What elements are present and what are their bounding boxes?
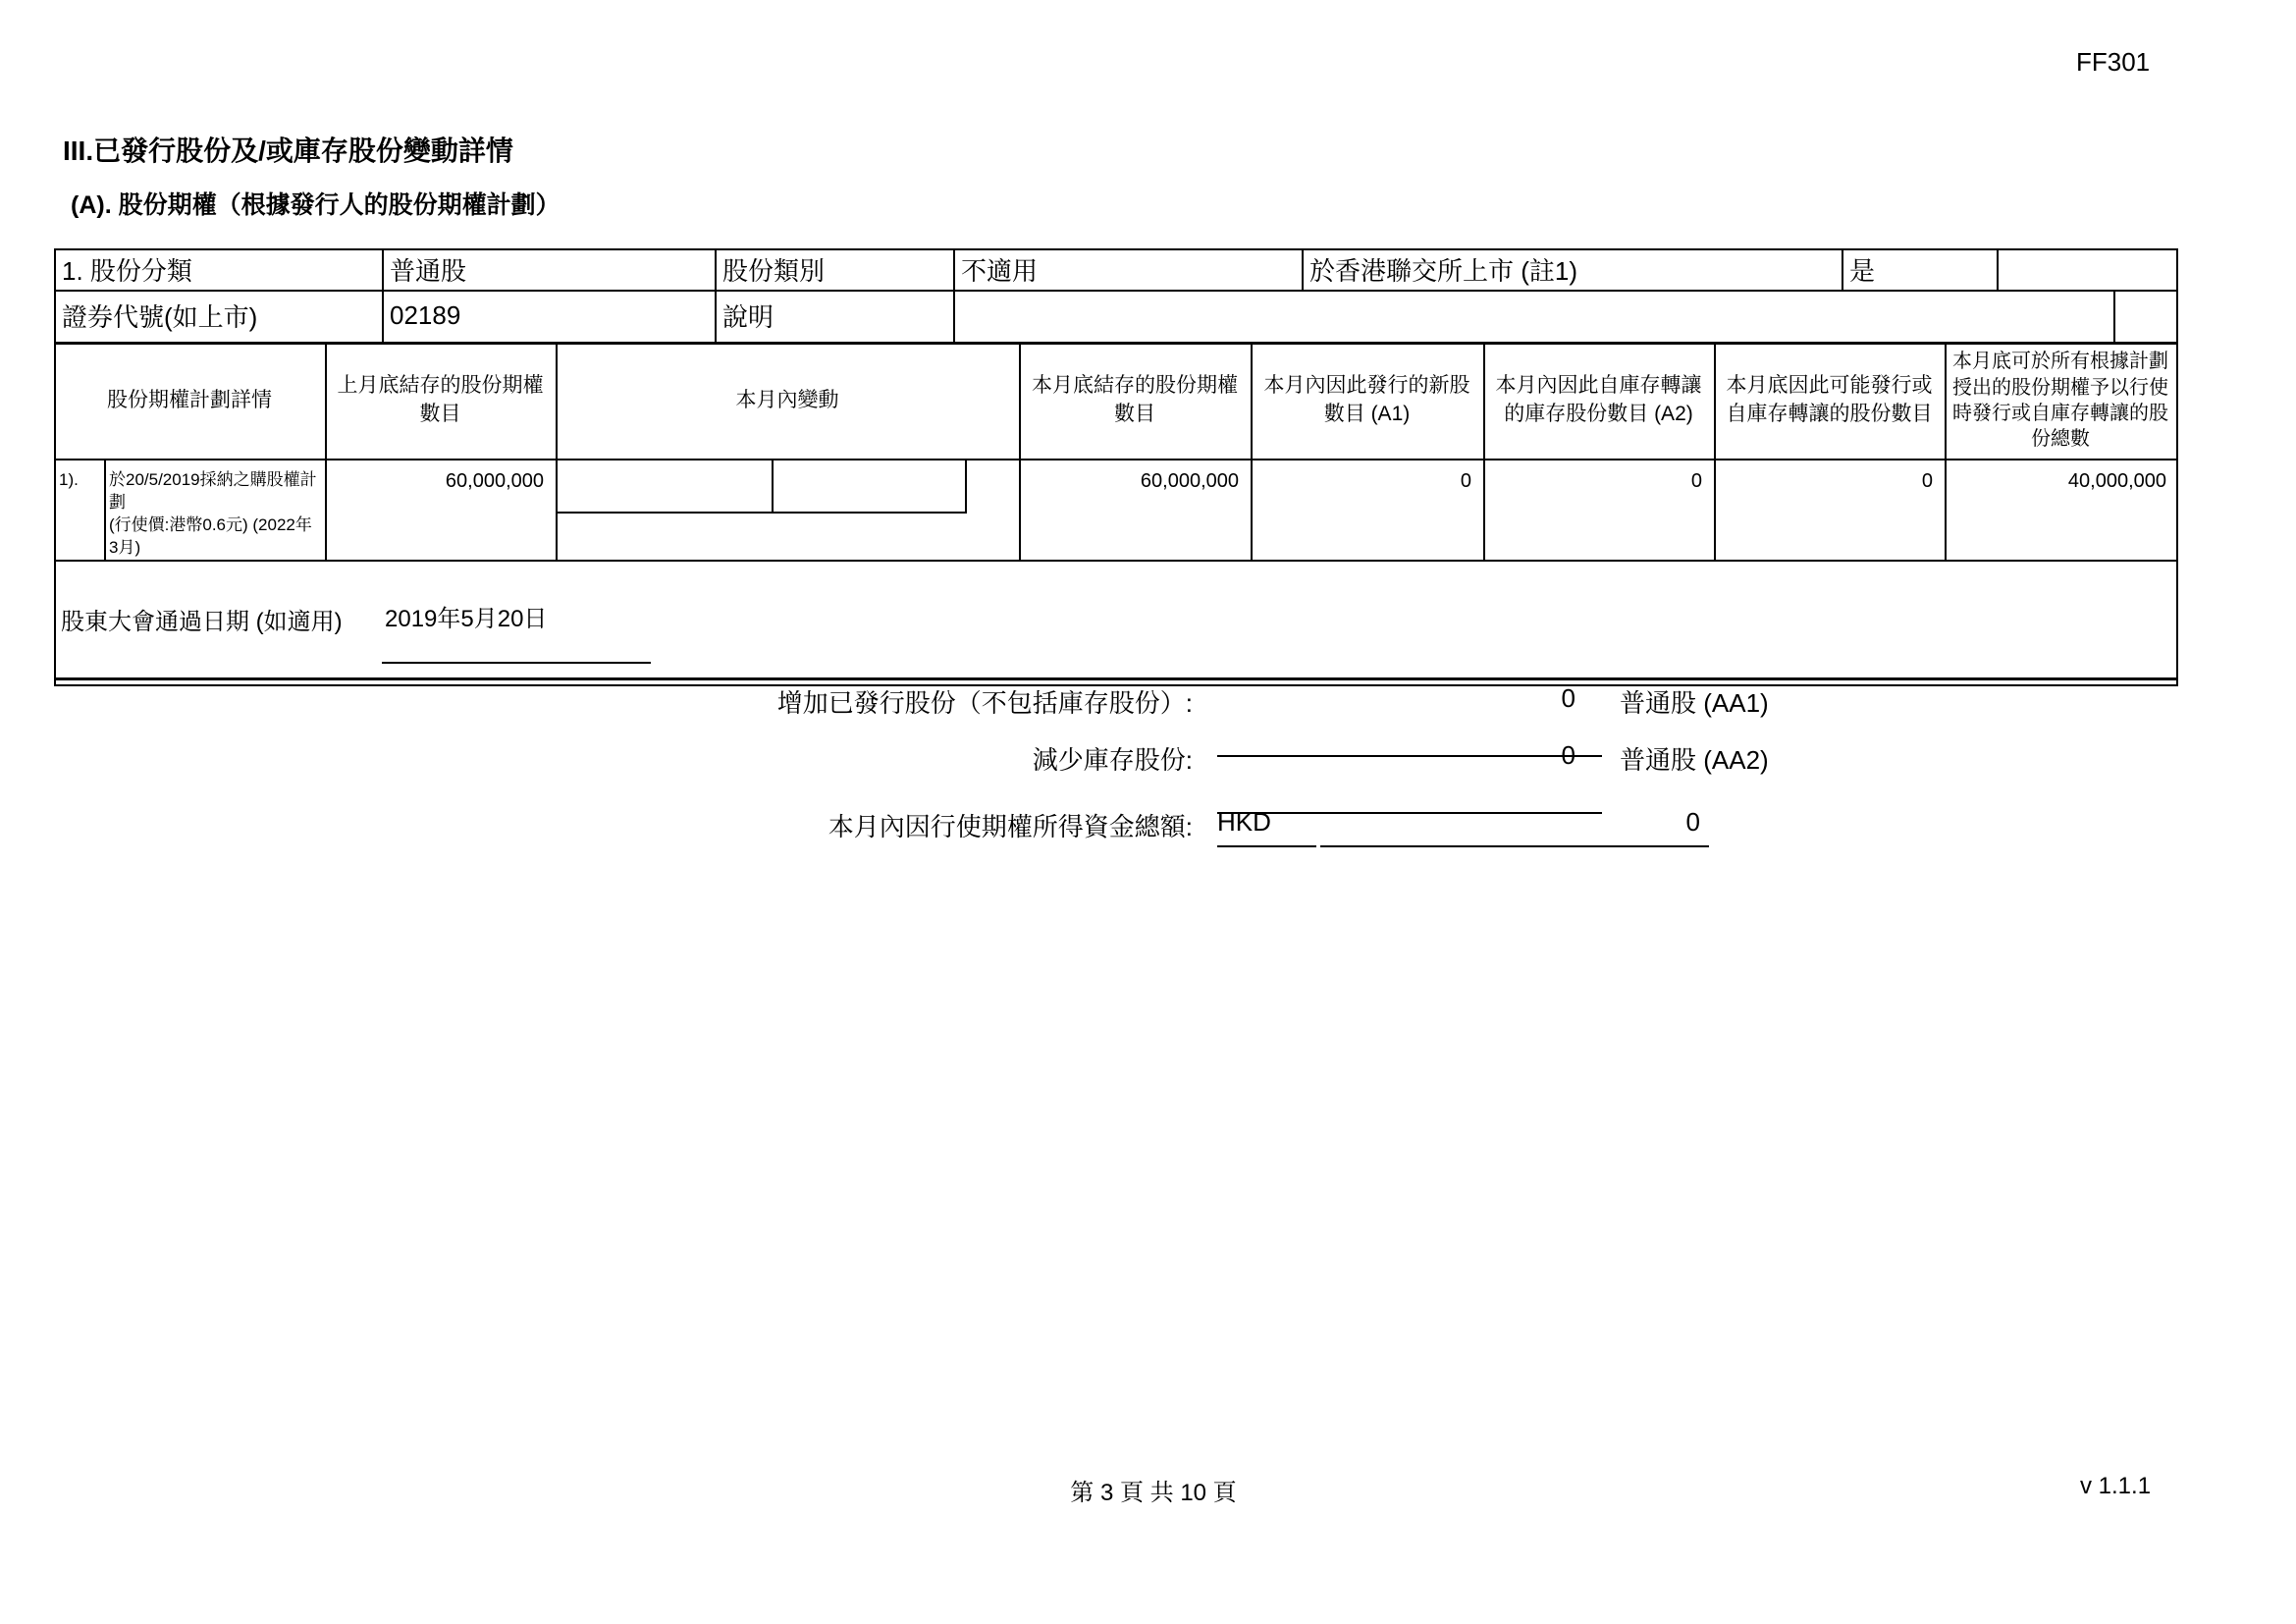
table-border	[1019, 342, 1021, 560]
table-bottom-border-outer	[54, 677, 2178, 680]
agm-date-underline	[382, 662, 651, 664]
version-number: v 1.1.1	[2080, 1473, 2152, 1499]
table-border	[54, 459, 2178, 460]
table-border	[1483, 342, 1485, 560]
total-on-exercise-value: 40,000,000	[2067, 470, 2166, 492]
possible-issue-value: 0	[1921, 470, 1933, 492]
agm-approval-date: 2019年5月20日	[385, 606, 548, 632]
proceeds-label: 本月內因行使期權所得資金總額:	[828, 812, 1193, 841]
table-border	[54, 290, 2178, 292]
proceeds-currency-underline	[1217, 845, 1316, 847]
description-value	[953, 290, 2113, 342]
table-border	[1945, 342, 1947, 560]
movement-box-right-border	[965, 459, 967, 514]
proceeds-currency: HKD	[1217, 807, 1271, 837]
movement-box-bottom-border	[556, 512, 967, 514]
month-end-balance-value: 60,000,000	[1140, 470, 1239, 492]
table-border	[325, 342, 327, 560]
share-type-value: 不適用	[961, 255, 1039, 286]
decrease-treasury-unit: 普通股 (AA2)	[1620, 745, 1769, 775]
stock-code-value: 02189	[390, 300, 461, 330]
plan-details-cell	[109, 468, 321, 559]
increase-shares-unit: 普通股 (AA1)	[1620, 688, 1769, 718]
share-class-value: 普通股	[390, 255, 467, 286]
header-total-on-exercise: 本月底可於所有根據計劃授出的股份期權予以行使時發行或自庫存轉讓的股份總數	[1952, 351, 2168, 451]
row-index-divider	[104, 459, 106, 560]
agm-approval-label: 股東大會通過日期 (如適用)	[61, 609, 343, 635]
increase-shares-label: 增加已發行股份（不包括庫存股份）:	[776, 688, 1193, 718]
description-label: 說明	[722, 302, 774, 332]
header-plan-details: 股份期權計劃詳情	[107, 388, 272, 411]
table-border	[382, 248, 384, 342]
movement-box-1	[556, 459, 772, 512]
prev-month-balance-value: 60,000,000	[445, 470, 544, 492]
header-month-movement: 本月內變動	[735, 388, 839, 411]
table-border	[1302, 248, 1304, 290]
new-shares-a1-value: 0	[1460, 470, 1471, 492]
header-prev-month-balance: 上月底結存的股份期權數目	[337, 374, 544, 425]
table-border	[54, 248, 2178, 250]
decrease-treasury-label: 減少庫存股份:	[1032, 745, 1193, 775]
header-possible-issue: 本月底因此可能發行或自庫存轉讓的股份數目	[1726, 374, 1933, 425]
page-number: 第 3 頁 共 10 頁	[1070, 1480, 1237, 1506]
table-border	[54, 248, 56, 686]
form-code: FF301	[2076, 47, 2151, 77]
movement-box-divider	[772, 459, 774, 514]
table-border	[1842, 248, 1843, 290]
proceeds-value: 0	[1685, 807, 1700, 837]
header-month-end-balance: 本月底結存的股份期權數目	[1032, 374, 1238, 425]
decrease-treasury-value: 0	[1561, 740, 1575, 770]
table-border	[1714, 342, 1716, 560]
plan-exercise-note: (行使價:港幣0.6元) (2022年3月)	[109, 515, 312, 557]
table-border	[54, 560, 2178, 562]
increase-shares-value: 0	[1561, 683, 1575, 713]
treasury-a2-value: 0	[1690, 470, 1702, 492]
table-border	[715, 248, 717, 342]
stock-code-label: 證券代號(如上市)	[62, 302, 258, 332]
table-border	[2113, 290, 2115, 342]
share-class-label: 1. 股份分類	[62, 255, 192, 286]
hkex-listed-label: 於香港聯交所上市 (註1)	[1309, 255, 1578, 286]
header-treasury-a2: 本月內因此自庫存轉讓的庫存股份數目 (A2)	[1495, 374, 1702, 425]
movement-box-2	[772, 459, 965, 512]
plan-name: 於20/5/2019採納之購股權計劃	[109, 470, 317, 512]
table-border	[54, 342, 2178, 345]
section-title: III.已發行股份及/或庫存股份變動詳情	[63, 135, 513, 166]
header-new-shares-a1: 本月內因此發行的新股數目 (A1)	[1263, 374, 1470, 425]
table-border	[1997, 248, 1999, 290]
share-type-label: 股份類別	[722, 255, 826, 286]
table-border	[953, 248, 955, 342]
table-border	[556, 342, 558, 560]
row-index: 1).	[59, 470, 79, 489]
hkex-listed-value: 是	[1849, 255, 1876, 286]
proceeds-value-underline	[1320, 845, 1709, 847]
subsection-title: (A). 股份期權（根據發行人的股份期權計劃）	[71, 191, 561, 219]
table-border	[1251, 342, 1253, 560]
table-border	[2176, 248, 2178, 686]
